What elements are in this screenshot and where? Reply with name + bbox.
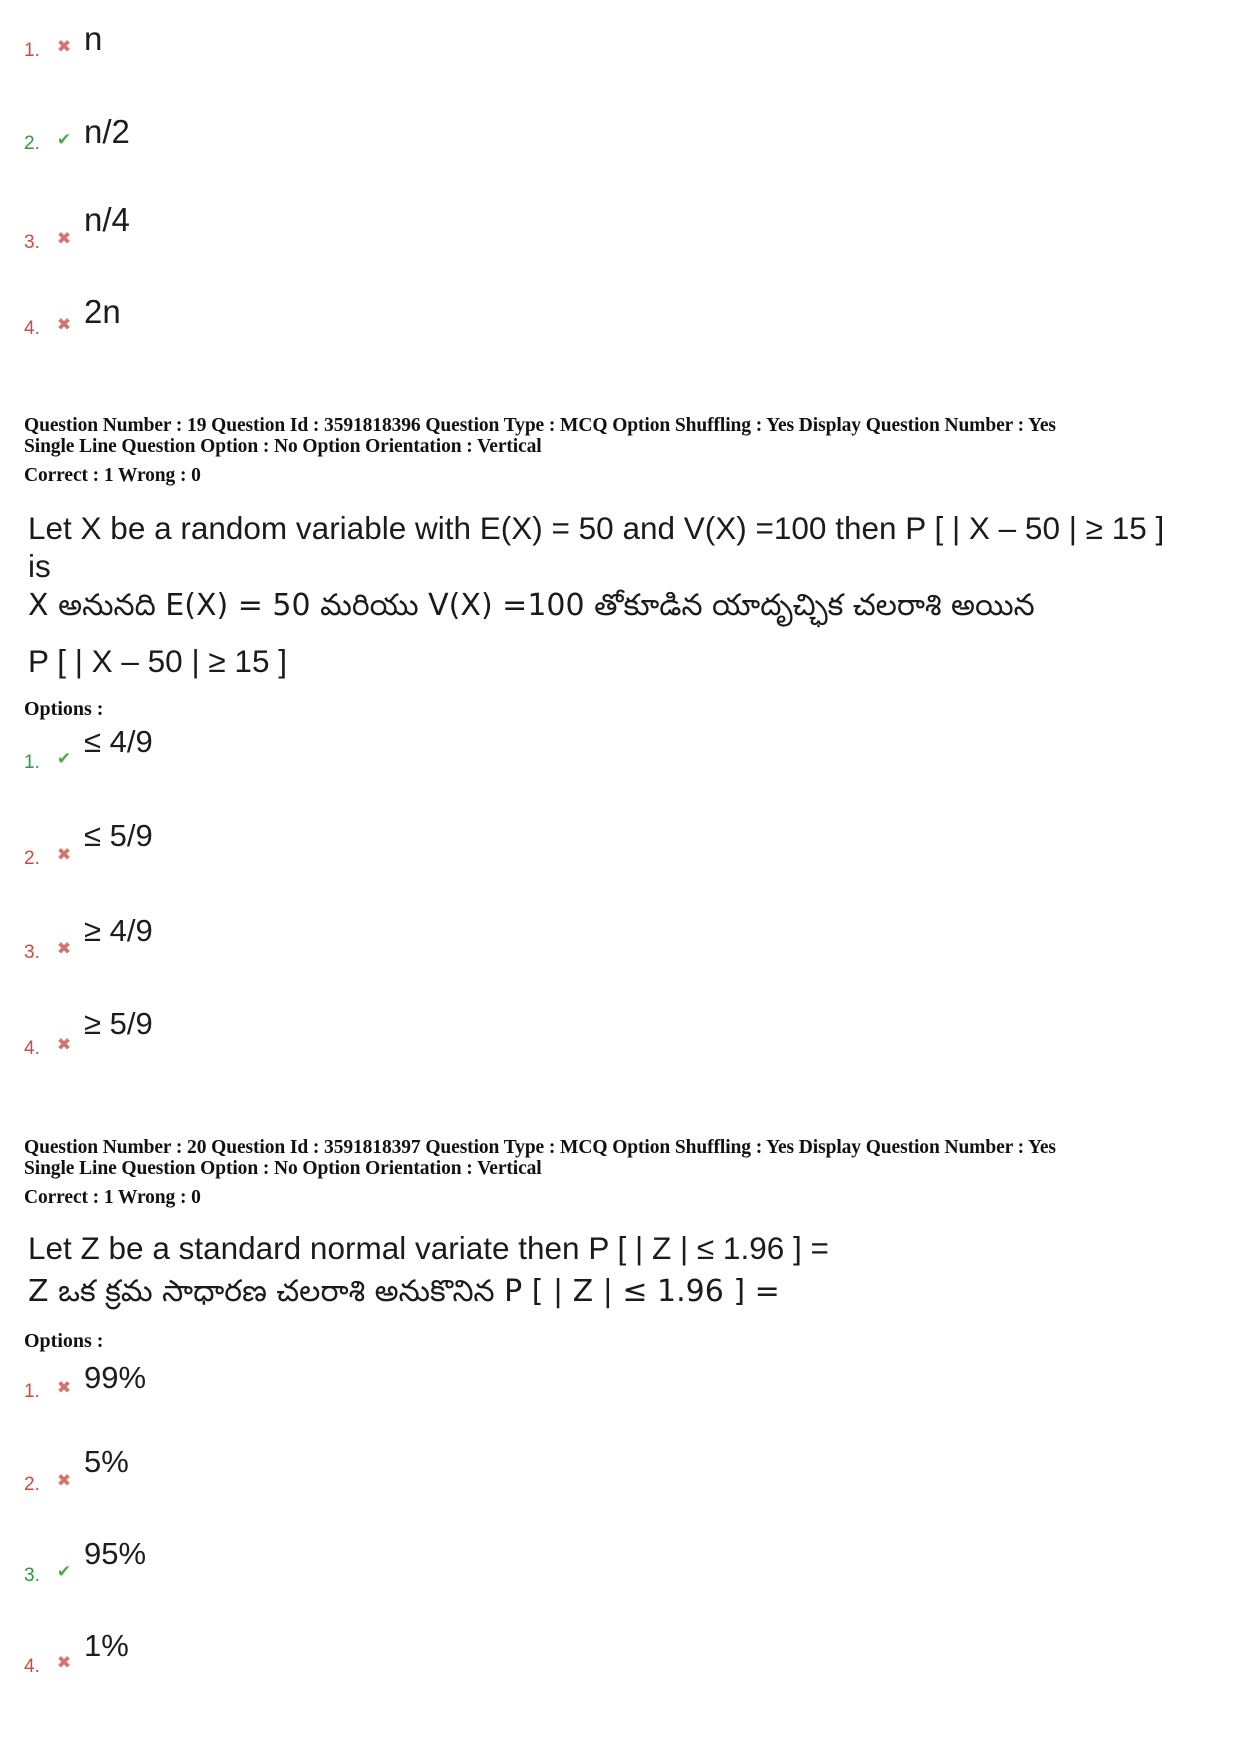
option-text: ≤ 5/9 (84, 818, 153, 853)
cross-icon: ✖ (56, 37, 72, 57)
marks-info: Correct : 1 Wrong : 0 (24, 1187, 201, 1208)
option-number: 3. (24, 942, 40, 963)
cross-icon: ✖ (56, 1378, 72, 1398)
marks-info: Correct : 1 Wrong : 0 (24, 465, 201, 486)
option-number: 3. (24, 1565, 40, 1586)
question-text-en-line2: is (28, 548, 51, 584)
cross-icon: ✖ (56, 1471, 72, 1491)
question-meta: Question Number : 19 Question Id : 3591818396 Question Type : MCQ Option Shuffling : Yes Display Question Number : Yes (24, 415, 1056, 436)
cross-icon: ✖ (56, 1035, 72, 1055)
options-label: Options : (24, 1330, 104, 1352)
options-label: Options : (24, 698, 104, 720)
question-text-te: X అనునది E(X) = 50 మరియు V(X) =100 తోకూడిన యాదృచ్ఛిక చలరాశి అయిన (28, 588, 1035, 623)
option-text: 95% (84, 1536, 147, 1571)
question-text-en: Let X be a random variable with E(X) = 50 and V(X) =100 then P [ | X – 50 | ≥ 15 ] (28, 510, 1165, 546)
option-text: n (84, 20, 103, 57)
option-number: 1. (24, 1381, 40, 1402)
option-number: 1. (24, 752, 40, 773)
option-text: ≥ 4/9 (84, 913, 153, 948)
option-text: 2n (84, 293, 121, 330)
check-icon: ✔ (56, 749, 72, 769)
option-number: 3. (24, 232, 40, 253)
question-meta: Question Number : 20 Question Id : 3591818397 Question Type : MCQ Option Shuffling : Yes Display Question Number : Yes (24, 1137, 1056, 1158)
question-text-te-line2: P [ | X – 50 | ≥ 15 ] (28, 643, 287, 679)
option-text: ≤ 4/9 (84, 724, 153, 759)
option-number: 2. (24, 848, 40, 869)
option-number: 2. (24, 1474, 40, 1495)
option-text: 99% (84, 1360, 147, 1395)
option-number: 4. (24, 318, 40, 339)
cross-icon: ✖ (56, 1653, 72, 1673)
option-text: n/2 (84, 113, 130, 150)
option-number: 1. (24, 40, 40, 61)
question-text-en: Let Z be a standard normal variate then P [ | Z | ≤ 1.96 ] = (28, 1230, 829, 1266)
question-meta-line2: Single Line Question Option : No Option Orientation : Vertical (24, 1158, 542, 1179)
option-text: n/4 (84, 201, 130, 238)
cross-icon: ✖ (56, 845, 72, 865)
check-icon: ✔ (56, 1562, 72, 1582)
option-number: 2. (24, 133, 40, 154)
option-number: 4. (24, 1656, 40, 1677)
option-number: 4. (24, 1038, 40, 1059)
cross-icon: ✖ (56, 229, 72, 249)
cross-icon: ✖ (56, 939, 72, 959)
option-text: 1% (84, 1628, 129, 1663)
option-text: 5% (84, 1444, 129, 1479)
option-text: ≥ 5/9 (84, 1006, 153, 1041)
cross-icon: ✖ (56, 315, 72, 335)
question-meta-line2: Single Line Question Option : No Option Orientation : Vertical (24, 436, 542, 457)
check-icon: ✔ (56, 130, 72, 150)
question-text-te: Z ఒక క్రమ సాధారణ చలరాశి అనుకొనిన P [ | Z | ≤ 1.96 ] = (28, 1274, 780, 1309)
